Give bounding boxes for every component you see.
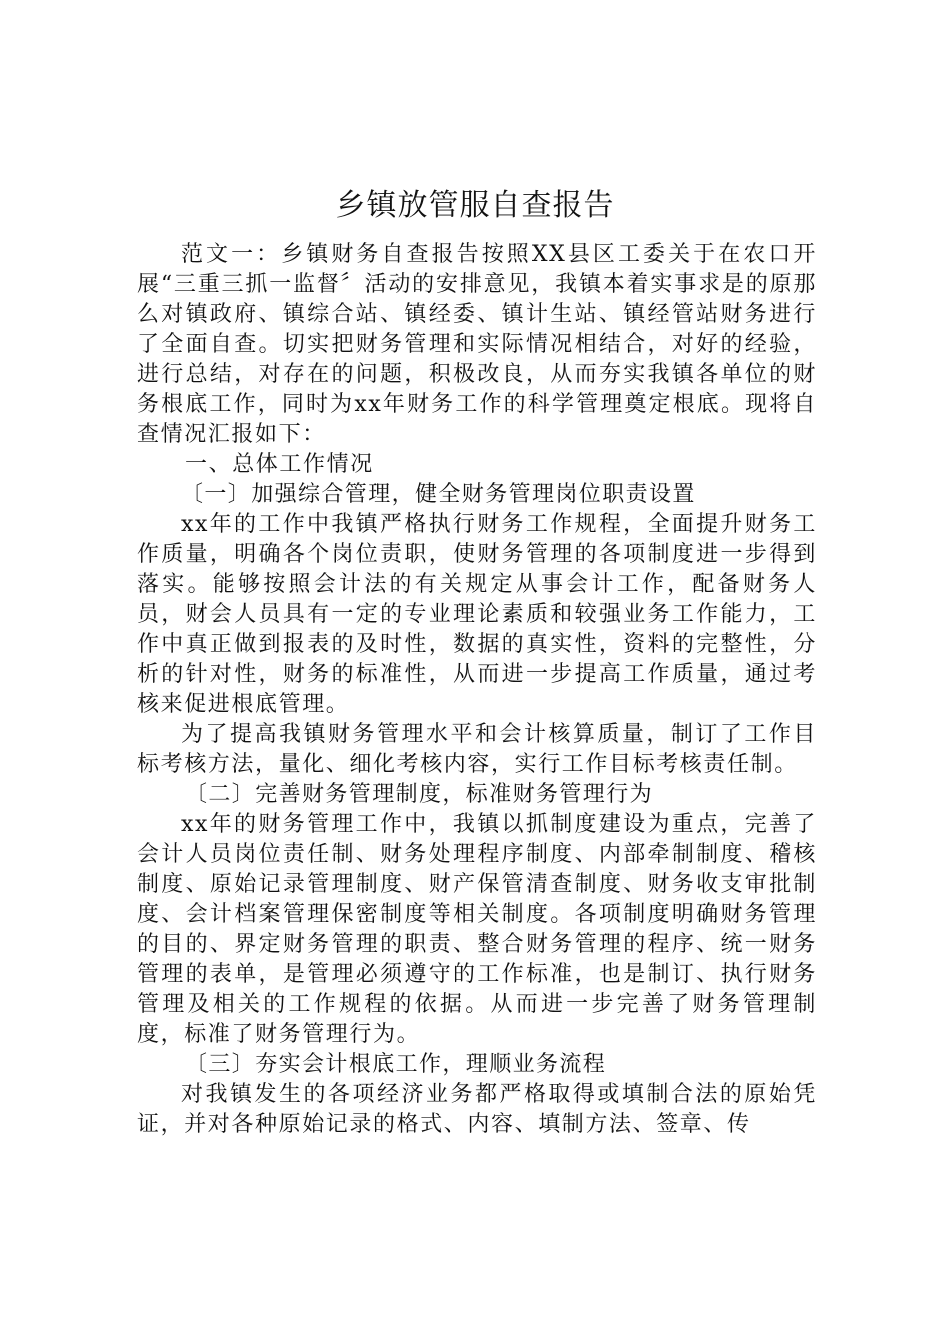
body-paragraph-4: 对我镇发生的各项经济业务都严格取得或填制合法的原始凭证，并对各种原始记录的格式、内容、填制方法、签章、传 xyxy=(137,1082,817,1137)
subsection-heading-1: 〔一〕加强综合管理，健全财务管理岗位职责设置 xyxy=(181,482,696,507)
subsection-heading-3: 〔三〕夯实会计根底工作，理顺业务流程 xyxy=(185,1052,607,1077)
intro-paragraph: 范文一：乡镇财务自查报告按照XX县区工委关于在农口开展“三重三抓一监督〞活动的安排意见，我镇本着实事求是的原那么对镇政府、镇综合站、镇经委、镇计生站、镇经管站财务进行了全面自查。切实把财务管理和实际情况相结合，对好的经验，进行总结，对存在的问题，积极改良，从而夯实我镇各单位的财务根底工作，同时为xx年财务工作的科学管理奠定根底。现将自查情况汇报如下： xyxy=(137,242,817,447)
body-paragraph-2: 为了提高我镇财务管理水平和会计核算质量，制订了工作目标考核方法，量化、细化考核内容，实行工作目标考核责任制。 xyxy=(137,722,817,777)
body-paragraph-1: xx年的工作中我镇严格执行财务工作规程，全面提升财务工作质量，明确各个岗位责职，使财务管理的各项制度进一步得到落实。能够按照会计法的有关规定从事会计工作，配备财务人员，财会人员具有一定的专业理论素质和较强业务工作能力，工作中真正做到报表的及时性，数据的真实性，资料的完整性，分析的针对性，财务的标准性，从而进一步提高工作质量，通过考核来促进根底管理。 xyxy=(137,512,817,717)
document-title: 乡镇放管服自查报告 xyxy=(335,188,615,223)
section-heading-overall: 一、总体工作情况 xyxy=(185,452,374,477)
subsection-heading-2: 〔二〕完善财务管理制度，标准财务管理行为 xyxy=(185,782,654,807)
document-body xyxy=(137,240,817,1140)
body-paragraph-3: xx年的财务管理工作中，我镇以抓制度建设为重点，完善了会计人员岗位责任制、财务处理程序制度、内部牵制制度、稽核制度、原始记录管理制度、财产保管清查制度、财务收支审批制度、会计档案管理保密制度等相关制度。各项制度明确财务管理的目的、界定财务管理的职责、整合财务管理的程序、统一财务管理的表单，是管理必须遵守的工作标准，也是制订、执行财务管理及相关的工作规程的依据。从而进一步完善了财务管理制度，标准了财务管理行为。 xyxy=(137,812,817,1047)
